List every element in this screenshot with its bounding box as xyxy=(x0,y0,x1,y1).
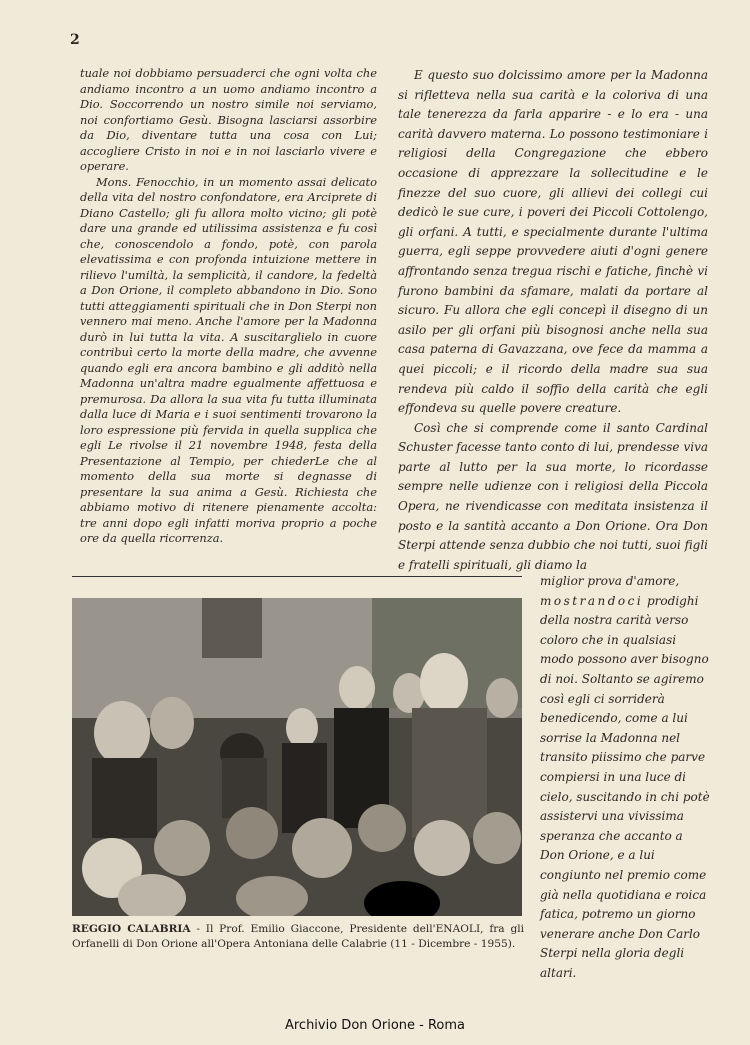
continuation-spaced-word: mostrandoci xyxy=(540,593,644,608)
right-column-continuation xyxy=(540,572,710,983)
left-paragraph-1: tuale noi dobbiamo persuaderci che ogni volta che andiamo incontro a un uomo andiamo incontro a Dio. Soccorrendo un nostro simile noi serviamo, noi confortiamo Gesù. Bisogna lasciarsi assorbire da Dio, diventare tutta una cosa con Lui; accogliere Cristo in noi e in noi lasciarlo vivere e operare. xyxy=(80,66,377,173)
continuation-text-b: prodighi della nostra carità verso coloro che in qualsiasi modo possono aver bisogno di noi. Soltanto se agiremo così egli ci sorriderà benedicendo, come a lui sorrise la Madonna nel transito piissimo che parve compiersi in una luce di cielo, suscitando in chi potè assistervi una vivissima speranza che accanto a Don Orione, e a lui congiunto nel premio come già nella quotidiana e roica fatica, potremo un giorno venerare anche Don Carlo Sterpi nella gloria degli altari. xyxy=(540,593,710,980)
continuation-text-a: miglior prova d'amore, xyxy=(540,574,680,588)
section-divider xyxy=(72,576,522,577)
right-paragraph-1: E questo suo dolcissimo amore per la Madonna si rifletteva nella sua carità e la coloriva di una tale tenerezza da farla apparire - e lo era - una carità davvero materna. Lo possono testimoniare i religiosi della Congregazione che ebbero occasione di apprezzare la sollecitudine e le finezze del suo cuore, gli allievi dei collegi cui dedicò le sue cure, i poveri dei Piccoli Cottolengo, gli orfani. A tutti, e specialmente durante l'ultima guerra, egli seppe provvedere aiuti d'ogni genere affrontando senza tregua rischi e fatiche, finchè vi furono bambini da sfamare, malati da portare al sicuro. Fu allora che egli concepì il disegno di un asilo per gli orfani più bisognosi anche nella sua casa paterna di Gavazzana, ove fece da mamma a quei piccoli; e il ricordo della madre sua sua rendeva più caldo il soffio della carità che egli effondeva su quelle povere creature. xyxy=(398,68,708,416)
photograph-image xyxy=(72,598,522,916)
right-column xyxy=(398,66,708,575)
archive-footer: Archivio Don Orione - Roma xyxy=(284,1018,466,1033)
page-number: 2 xyxy=(70,32,80,48)
left-paragraph-2: Mons. Fenocchio, in un momento assai delicato della vita del nostro confondatore, era Arciprete di Diano Castello; gli fu allora molto vicino; gli potè dare una grande ed utilissima assistenza e fu così che, conoscendolo a fondo, potè, con parola elevatissima e con profonda intuizione mettere in rilievo l'umiltà, la semplicità, il candore, la fedeltà a Don Orione, il completo abbandono in Dio. Sono tutti atteggiamenti spirituali che in Don Sterpi non vennero mai meno. Anche l'amore per la Madonna durò in lui tutta la vita. A suscitarglielo in cuore contribuì certo la morte della madre, che avvenne quando egli era ancora bambino e gli additò nella Madonna un'altra madre egualmente affettuosa e premurosa. Da allora la sua vita fu tutta illuminata dalla luce di Maria e i suoi sentimenti trovarono la loro espressione più fervida in quella supplica che egli Le rivolse il 21 novembre 1948, festa della Presentazione al Tempio, per chiederLe che al momento della sua morte si degnasse di presentare la sua anima a Gesù. Richiesta che abbiamo motivo di ritenere pienamente accolta: tre anni dopo egli infatti moriva proprio a poche ore da quella ricorrenza. xyxy=(80,174,377,545)
caption-place: REGGIO CALABRIA xyxy=(72,923,191,935)
left-column xyxy=(80,66,377,547)
photo-caption xyxy=(72,922,524,952)
caption-text: - Il Prof. Emilio Giaccone, Presidente dell'ENAOLI, fra gli Orfanelli di Don Orione all'Opera Antoniana delle Calabrie (11 - Dicembre - 1955). xyxy=(72,923,524,950)
right-paragraph-2: Così che si comprende come il santo Cardinal Schuster facesse tanto conto di lui, prendesse viva parte al lutto per la sua morte, lo ricordasse sempre nelle udienze con i religiosi della Piccola Opera, ne rivendicasse con meditata insistenza il posto e la santità accanto a Don Orione. Ora Don Sterpi attende senza dubbio che noi tutti, suoi figli e fratelli spirituali, gli diamo la xyxy=(398,420,708,572)
photograph xyxy=(72,598,522,916)
